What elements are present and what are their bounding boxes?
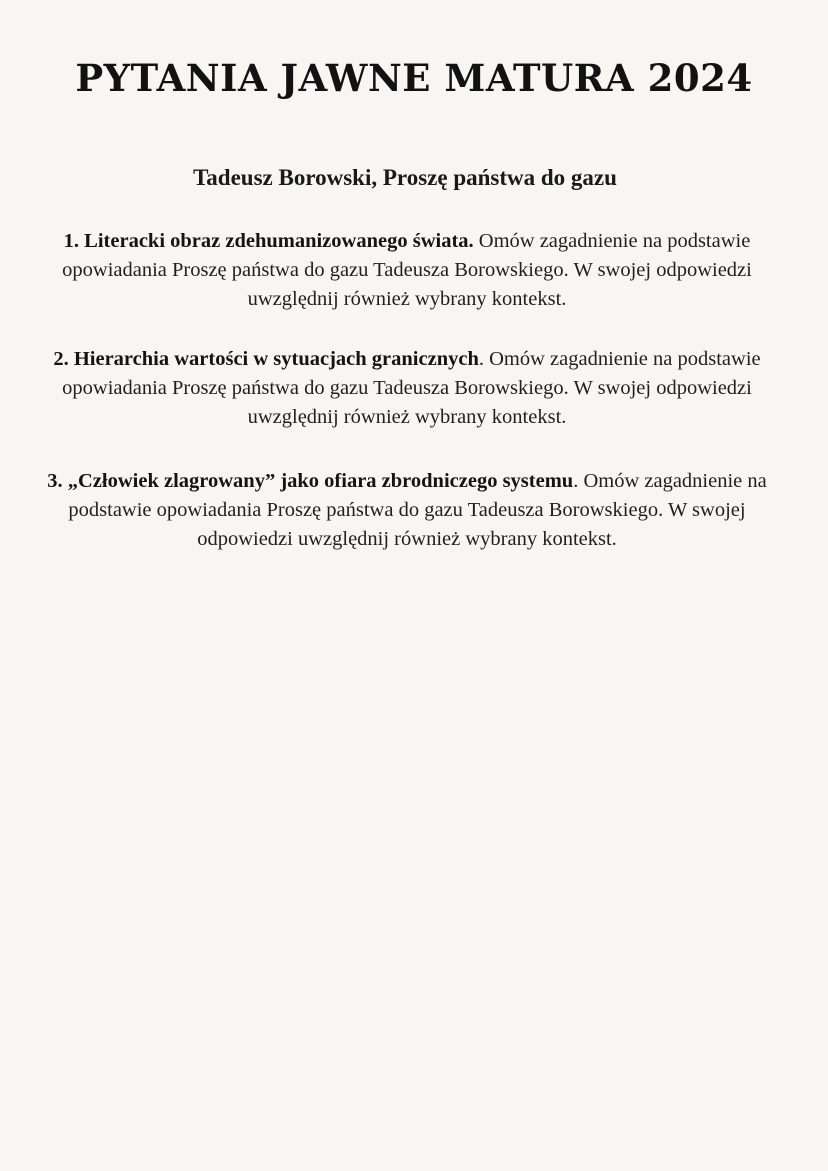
question-2	[30, 345, 784, 432]
question-1	[30, 227, 784, 314]
question-3	[30, 467, 784, 554]
question-2-lead: Hierarchia wartości w sytuacjach granicznych	[73, 348, 479, 370]
question-2-number: 2.	[53, 348, 69, 370]
question-3-number: 3.	[47, 470, 63, 492]
question-1-number: 1.	[63, 230, 80, 252]
question-1-text: Omów zagadnienie na podstawie opowiadania Proszę państwa do gazu Tadeusza Borowskiego. W swojej odpowiedzi uwzględnij również wybrany kontekst.	[62, 230, 752, 310]
question-3-text: . Omów zagadnienie na podstawie opowiadania Proszę państwa do gazu Tadeusza Borowskiego. W swojej odpowiedzi uwzględnij również wybrany kontekst.	[68, 470, 767, 550]
question-3-lead: „Człowiek zlagrowany” jako ofiara zbrodniczego systemu	[67, 470, 574, 492]
page-subtitle: Tadeusz Borowski, Proszę państwa do gazu	[193, 165, 617, 190]
question-1-lead: Literacki obraz zdehumanizowanego świata.	[84, 230, 474, 252]
question-2-text: . Omów zagadnienie na podstawie opowiadania Proszę państwa do gazu Tadeusza Borowskiego. W swojej odpowiedzi uwzględnij również wybrany kontekst.	[62, 348, 761, 428]
page-title: PYTANIA JAWNE MATURA 2024	[75, 56, 753, 100]
